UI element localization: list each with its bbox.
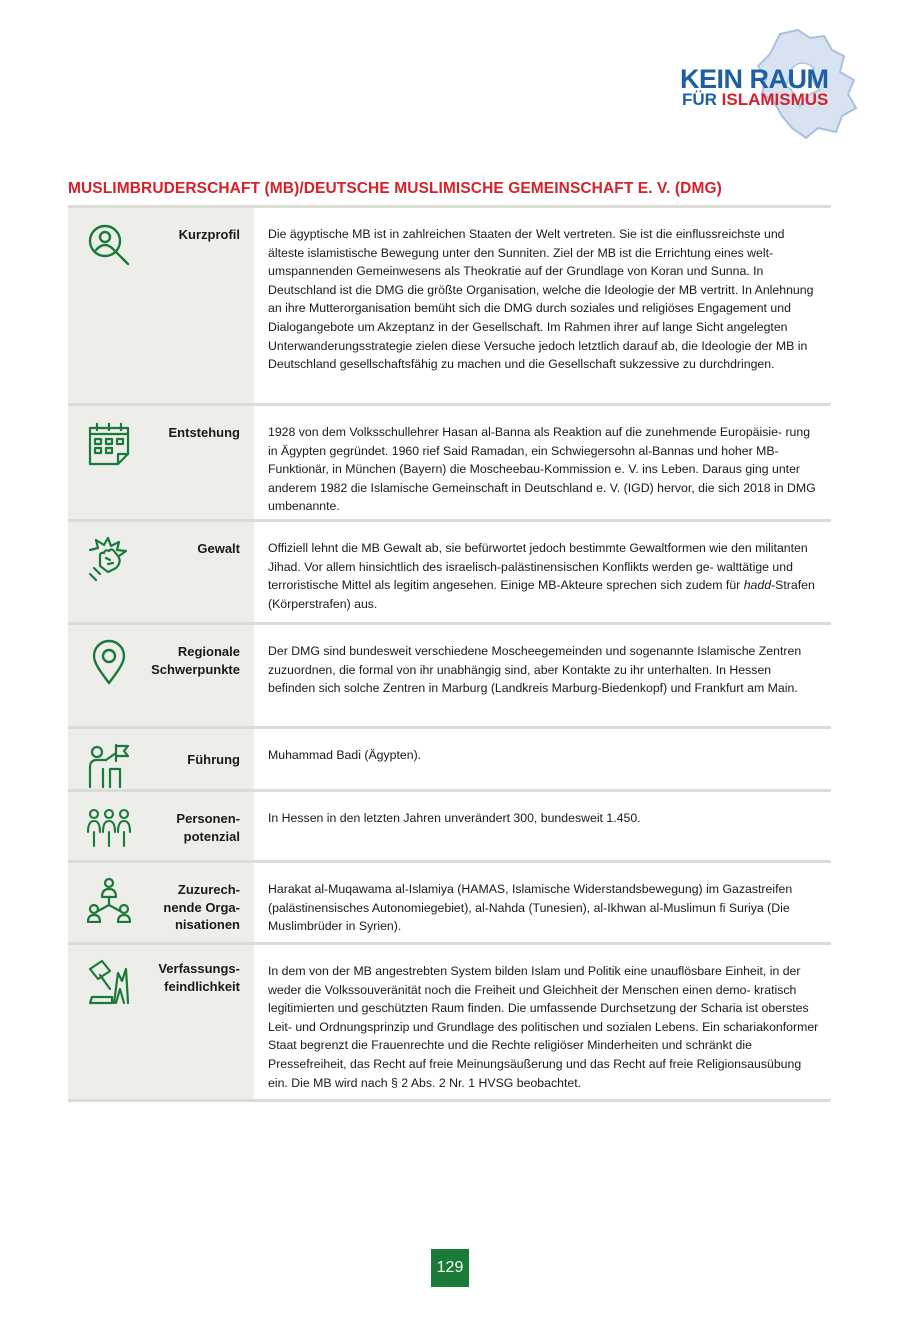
logo-subtitle	[682, 90, 828, 110]
row-content	[254, 208, 831, 403]
organization-network-icon	[86, 877, 132, 923]
fist-burst-icon	[86, 536, 132, 582]
row-label-line: Regionale	[177, 644, 240, 659]
row-text-part1: Offiziell lehnt die MB Gewalt ab, sie befürwortet jedoch bestimmte Gewaltformen wie den militanten Jihad. Vor allem hinsichtlich des israelisch-palästinensischen Konflikts werden ge- walttätige und terroristische Mittel als legitim angesehen. Einige MB-Akteure sprechen sich zudem für	[268, 541, 808, 593]
row-text: 1928 von dem Volksschullehrer Hasan al-Banna als Reaktion auf die zunehmende Europäisie- rung in Ägypten gegründet. 1960 rief Said Ramadan, ein Schwiegersohn al-Bannas und hoher MB-Funktionär, in München (Bayern) die Moscheebau-Kommission e. V. ins Leben. Daraus ging unter anderem 1982 die Islamische Gemeinschaft in Deutschland e. V. (IGD) hervor, die sich 2018 in DMG umbenannte.	[268, 425, 816, 514]
row-label-line: potenzial	[183, 828, 240, 844]
people-group-icon	[86, 806, 132, 852]
row-label-cell	[68, 863, 254, 942]
table-row-verfassungsfeindlichkeit	[68, 945, 831, 1102]
row-label-line: nisationen	[174, 917, 240, 932]
row-label: Führung	[187, 752, 240, 767]
row-label	[158, 960, 240, 995]
row-label-line: nende Orga-	[163, 899, 240, 915]
row-text: Harakat al-Muqawama al-Islamiya (HAMAS, Islamische Widerstandsbewegung) im Gazastreifen (palästinensisches Autonomiegebiet), al-Nahda (Tunesien), al-Ikhwan al-Muslimun fi Suriya (Die Muslimbrüder in Syrien).	[268, 882, 793, 934]
row-content	[254, 729, 831, 789]
calendar-icon	[86, 420, 132, 466]
row-text	[268, 539, 821, 613]
row-label	[163, 881, 240, 934]
row-label: Kurzprofil	[178, 227, 240, 242]
row-content	[254, 522, 831, 622]
row-label-line: Verfassungs-	[158, 961, 240, 976]
logo-title: KEIN RAUM	[680, 64, 829, 94]
profile-table	[68, 205, 831, 1102]
magnifier-person-icon	[86, 222, 132, 268]
table-row-fuehrung	[68, 729, 831, 792]
row-label	[176, 810, 240, 845]
row-label-cell	[68, 406, 254, 519]
location-pin-icon	[86, 639, 132, 685]
page-number: 129	[431, 1249, 469, 1287]
logo-subtitle-part1: FÜR	[682, 90, 722, 109]
row-text: In dem von der MB angestrebten System bilden Islam und Politik eine unauflösbare Einheit, in der weder die Volkssouveränität noch die Freiheit und Gleichheit der Menschen einen demo- kratisch legitimierten und geschützten Raum finden. Die umfassende Durchsetzung der Scharia ist oberstes Leit- und Ordnungsprinzip und Grundlage des politischen und sozialen Lebens. Ein schariakonformer Staat begrenzt die Frauenrechte und die Rechte religiöser Minderheiten und schränkt die Pressefreiheit, das Recht auf freie Meinungsäußerung und das Recht auf freie Religionsausübung ein. Die MB wird nach § 2 Abs. 2 Nr. 1 HVSG beobachtet.	[268, 964, 819, 1090]
row-label-cell	[68, 792, 254, 860]
leader-flag-icon	[86, 743, 132, 789]
table-row-regionale-schwerpunkte	[68, 625, 831, 729]
row-label-cell	[68, 729, 254, 789]
row-label-line: feindlichkeit	[164, 978, 240, 994]
table-row-entstehung	[68, 406, 831, 522]
row-label-cell	[68, 625, 254, 726]
row-label	[151, 643, 240, 678]
row-text: In Hessen in den letzten Jahren unverändert 300, bundesweit 1.450.	[268, 811, 641, 825]
table-row-kurzprofil	[68, 208, 831, 406]
row-content	[254, 406, 831, 519]
row-label-cell	[68, 208, 254, 403]
row-label-line: Schwerpunkte	[151, 661, 240, 677]
logo	[670, 28, 870, 140]
row-content	[254, 625, 831, 726]
table-row-personenpotenzial	[68, 792, 831, 863]
logo-subtitle-part2: ISLAMISMUS	[721, 90, 829, 109]
row-text: Muhammad Badi (Ägypten).	[268, 748, 422, 762]
row-label-line: Zuzurech-	[177, 882, 240, 897]
row-content	[254, 945, 831, 1099]
row-label: Entstehung	[168, 425, 240, 440]
row-content	[254, 792, 831, 860]
row-label-line: Personen-	[176, 811, 240, 826]
row-text: Die ägyptische MB ist in zahlreichen Staaten der Welt vertreten. Sie ist die einflussreichste und älteste islamistische Bewegung unter den Sunniten. Ziel der MB ist die Errichtung eines welt- umspannenden Gemeinwesens als Theokratie auf der Grundlage von Koran und Sunna. In Deutschland ist die DMG die größte Organisation, welche die Ideologie der MB vertritt. In Anlehnung an ihre Mutterorganisation bemüht sich die DMG durch soziales und religiöses Engagement und Dialogangebote um Akzeptanz in der Gesellschaft. Im Rahmen ihrer auf lange Sicht angelegten Unterwanderungsstrategie zielen diese Versuche jedoch letztlich darauf ab, die Ideologie der MB in Deutschland gesellschaftsfähig zu machen und die Gesellschaft sukzessive zu durchdringen.	[268, 227, 814, 372]
table-row-zuzurechnende-organisationen	[68, 863, 831, 945]
row-label-cell	[68, 522, 254, 622]
row-content	[254, 863, 831, 942]
gavel-icon	[86, 959, 132, 1005]
row-text: Der DMG sind bundesweit verschiedene Moscheegemeinden und sogenannte Islamische Zentren zuzuordnen, die formal von ihr unabhängig sind, aber Kontakte zu ihr unterhalten. In Hessen befinden sich solche Zentren in Marburg (Landkreis Marburg-Biedenkopf) und Frankfurt am Main.	[268, 644, 802, 696]
row-label-cell	[68, 945, 254, 1099]
page-title: MUSLIMBRUDERSCHAFT (MB)/DEUTSCHE MUSLIMISCHE GEMEINSCHAFT E. V. (DMG)	[68, 180, 722, 197]
row-label: Gewalt	[197, 541, 240, 556]
row-text-part2: -Strafen (Körperstrafen) aus.	[268, 578, 815, 611]
row-text-italic: hadd	[743, 578, 772, 593]
table-row-gewalt	[68, 522, 831, 625]
